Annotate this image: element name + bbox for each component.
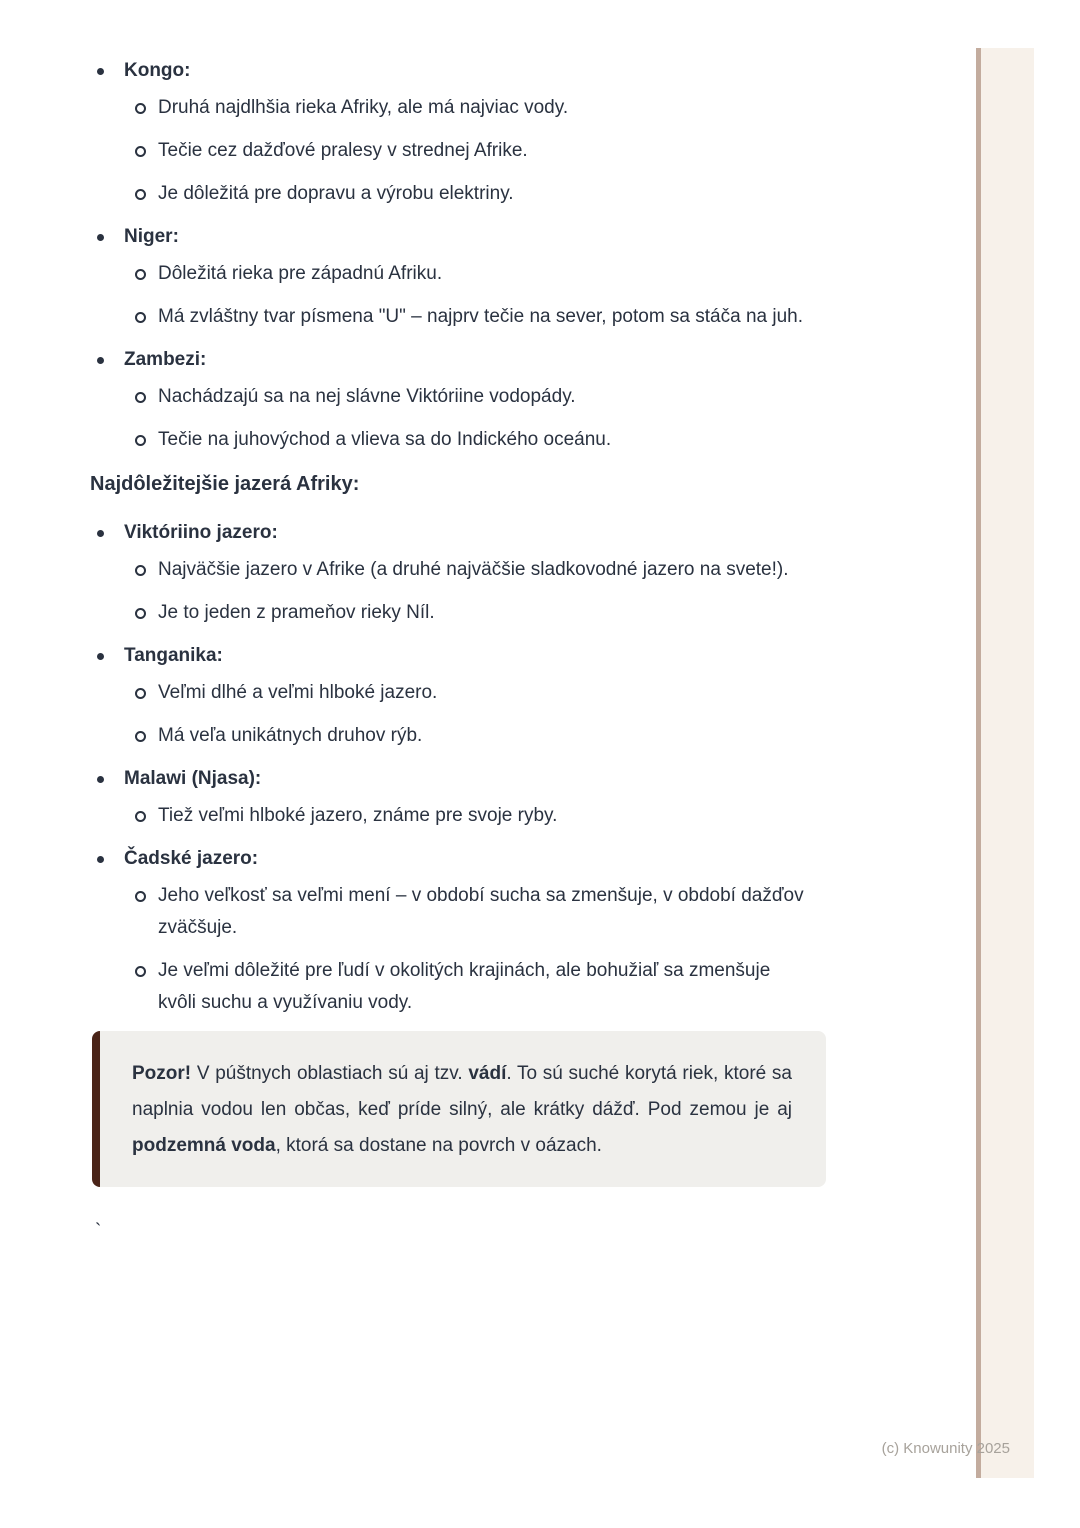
- warning-callout-text: [132, 1056, 792, 1164]
- bullet-icon: [97, 68, 104, 75]
- list-item: [90, 554, 830, 586]
- list-item: [90, 55, 830, 210]
- list-point: Má zvláštny tvar písmena "U" – najprv tečie na sever, potom sa stáča na juh.: [158, 306, 804, 327]
- list-item-head: [90, 517, 830, 549]
- list-item: [90, 92, 830, 124]
- list-item-head: [90, 763, 830, 795]
- sub-list: [90, 554, 830, 629]
- callout-segment: podzemná voda: [132, 1135, 276, 1156]
- callout-segment: , ktorá sa dostane na povrch v oázach.: [275, 1135, 602, 1156]
- circle-bullet-icon: [135, 435, 146, 446]
- circle-bullet-icon: [135, 189, 146, 200]
- circle-bullet-icon: [135, 891, 146, 902]
- list-point: Veľmi dlhé a veľmi hlboké jazero.: [158, 682, 438, 703]
- sub-list: [90, 258, 830, 333]
- list-item: [90, 344, 830, 456]
- list-item: [90, 800, 830, 832]
- list-point: Dôležitá rieka pre západnú Afriku.: [158, 263, 443, 284]
- list-item: [90, 178, 830, 210]
- lake-name: Malawi (Njasa):: [124, 768, 262, 789]
- sub-list: [90, 677, 830, 752]
- bullet-icon: [97, 653, 104, 660]
- notes-content: [90, 55, 830, 1243]
- circle-bullet-icon: [135, 731, 146, 742]
- list-item: [90, 424, 830, 456]
- list-point: Nachádzajú sa na nej slávne Viktóriine vodopády.: [158, 386, 576, 407]
- circle-bullet-icon: [135, 688, 146, 699]
- callout-segment: Pozor!: [132, 1063, 192, 1084]
- bullet-icon: [97, 776, 104, 783]
- list-point: Jeho veľkosť sa veľmi mení – v období sucha sa zmenšuje, v období dažďov zväčšuje.: [158, 885, 804, 938]
- warning-callout: [92, 1031, 826, 1187]
- lakes-heading: Najdôležitejšie jazerá Afriky:: [90, 473, 360, 495]
- list-item: [90, 135, 830, 167]
- rivers-list: [90, 55, 830, 456]
- circle-bullet-icon: [135, 565, 146, 576]
- bullet-icon: [97, 530, 104, 537]
- list-item: [90, 955, 830, 1019]
- list-point: Najväčšie jazero v Afrike (a druhé najväčšie sladkovodné jazero na svete!).: [158, 559, 789, 580]
- copyright-text: (c) Knowunity 2025: [881, 1440, 1010, 1457]
- river-name: Zambezi:: [124, 349, 207, 370]
- circle-bullet-icon: [135, 392, 146, 403]
- sub-list: [90, 92, 830, 210]
- list-point: Má veľa unikátnych druhov rýb.: [158, 725, 423, 746]
- list-item: [90, 597, 830, 629]
- sub-list: [90, 800, 830, 832]
- stray-backtick: `: [95, 1221, 102, 1242]
- list-item: [90, 517, 830, 629]
- list-item-head: [90, 55, 830, 87]
- circle-bullet-icon: [135, 312, 146, 323]
- list-item: [90, 720, 830, 752]
- list-item-head: [90, 221, 830, 253]
- callout-segment: . To sú suché korytá riek, ktoré sa naplnia vodou len občas, keď príde silný, ale krátky dážď. Pod zemou je aj: [132, 1063, 792, 1120]
- bullet-icon: [97, 357, 104, 364]
- list-item-head: [90, 843, 830, 875]
- list-point: Tečie na juhovýchod a vlieva sa do Indického oceánu.: [158, 429, 612, 450]
- bullet-icon: [97, 856, 104, 863]
- circle-bullet-icon: [135, 103, 146, 114]
- page-edge-strip: [976, 48, 1034, 1478]
- list-item: [90, 843, 830, 1019]
- callout-segment: V púštnych oblastiach sú aj tzv.: [191, 1063, 469, 1084]
- list-item: [90, 221, 830, 333]
- lake-name: Tanganika:: [124, 645, 223, 666]
- list-point: Tiež veľmi hlboké jazero, známe pre svoje ryby.: [158, 805, 558, 826]
- list-point: Druhá najdlhšia rieka Afriky, ale má najviac vody.: [158, 97, 569, 118]
- list-item: [90, 381, 830, 413]
- list-point: Je to jeden z prameňov rieky Níl.: [158, 602, 435, 623]
- list-point: Je veľmi dôležité pre ľudí v okolitých krajinách, ale bohužiaľ sa zmenšuje kvôli suchu a využívaniu vody.: [158, 960, 771, 1013]
- list-item: [90, 640, 830, 752]
- circle-bullet-icon: [135, 146, 146, 157]
- list-item: [90, 301, 830, 333]
- callout-segment: vádí: [468, 1063, 507, 1084]
- circle-bullet-icon: [135, 269, 146, 280]
- sub-list: [90, 381, 830, 456]
- circle-bullet-icon: [135, 608, 146, 619]
- circle-bullet-icon: [135, 811, 146, 822]
- river-name: Kongo:: [124, 60, 191, 81]
- list-item-head: [90, 640, 830, 672]
- bullet-icon: [97, 234, 104, 241]
- list-item: [90, 258, 830, 290]
- list-item-head: [90, 344, 830, 376]
- list-item: [90, 763, 830, 832]
- sub-list: [90, 880, 830, 1019]
- list-item: [90, 880, 830, 944]
- river-name: Niger:: [124, 226, 179, 247]
- list-point: Tečie cez dažďové pralesy v strednej Afrike.: [158, 140, 528, 161]
- list-item: [90, 677, 830, 709]
- lake-name: Viktóriino jazero:: [124, 522, 278, 543]
- circle-bullet-icon: [135, 966, 146, 977]
- lake-name: Čadské jazero:: [124, 848, 259, 869]
- list-point: Je dôležitá pre dopravu a výrobu elektriny.: [158, 183, 514, 204]
- lakes-list: [90, 517, 830, 1019]
